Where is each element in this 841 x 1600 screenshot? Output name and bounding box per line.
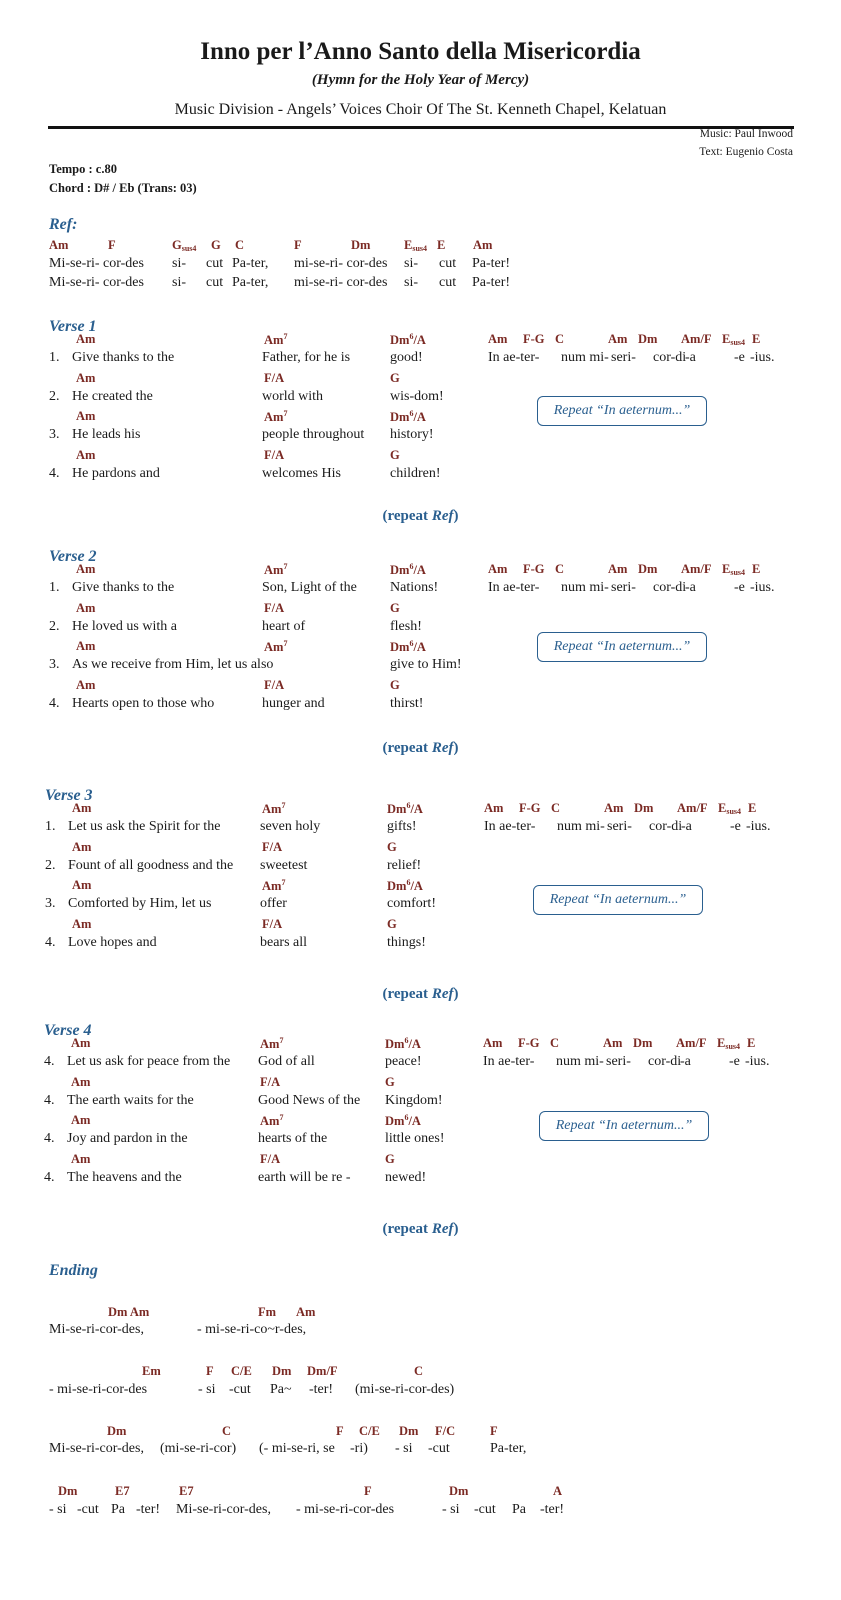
chord: Am bbox=[72, 839, 92, 854]
verse-line-number: 1. bbox=[49, 580, 60, 595]
chord: Dm bbox=[633, 1036, 653, 1050]
aeternum-lyric: num mi- bbox=[556, 1054, 604, 1069]
chord: Am bbox=[76, 677, 96, 692]
chord: F/A bbox=[264, 370, 285, 385]
verse-lyric: offer bbox=[260, 896, 287, 911]
aeternum-lyric: -a bbox=[685, 350, 696, 365]
chord: Am$^7$ bbox=[262, 878, 286, 893]
chord: Dm$^6$/A bbox=[385, 1036, 421, 1051]
verse-lyric: earth will be re - bbox=[258, 1169, 351, 1185]
header-rule bbox=[48, 126, 794, 129]
chord: Am$^7$ bbox=[262, 801, 286, 816]
aeternum-lyric: cor-di bbox=[653, 350, 687, 365]
chord: Am$^7$ bbox=[264, 562, 288, 577]
chord: Am bbox=[71, 1074, 91, 1089]
verse-lyric: The earth waits for the bbox=[67, 1092, 194, 1108]
chord: Am bbox=[71, 1036, 91, 1050]
chord: $E_{sus4}$ bbox=[722, 562, 746, 577]
chord: E bbox=[752, 332, 761, 346]
chord: $E_{sus4}$ bbox=[722, 332, 746, 347]
chord: F/A bbox=[262, 916, 283, 931]
chord: Am bbox=[76, 447, 96, 462]
aeternum-lyric: -e bbox=[734, 580, 745, 595]
chord: G bbox=[390, 600, 400, 615]
verse-line-number: 4. bbox=[44, 1131, 55, 1146]
chord: Am bbox=[76, 600, 96, 615]
chord: G bbox=[211, 238, 221, 252]
aeternum-lyric: cor-di bbox=[649, 819, 683, 834]
verse-lyric: relief! bbox=[387, 857, 422, 873]
verse-lyric: good! bbox=[390, 350, 423, 365]
chord: Am bbox=[72, 878, 92, 892]
chord: C bbox=[414, 1364, 424, 1378]
verse-1-heading: Verse 1 bbox=[49, 318, 97, 335]
chord: Am/F bbox=[677, 801, 708, 815]
tempo: Tempo : c.80 bbox=[49, 162, 117, 176]
verse-line-number: 4. bbox=[49, 465, 60, 481]
choir-division: Music Division - Angels’ Voices Choir Of The St. Kenneth Chapel, Kelatuan bbox=[174, 101, 667, 118]
chord: F-G bbox=[518, 1036, 540, 1050]
repeat-ref-label: (repeat Ref) bbox=[382, 508, 459, 524]
repeat-aeternum-box: Repeat “In aeternum...” bbox=[537, 396, 707, 426]
chord: Dm$^6$/A bbox=[385, 1113, 421, 1128]
verse-lyric: Love hopes and bbox=[68, 934, 157, 950]
verse-4-heading: Verse 4 bbox=[44, 1022, 92, 1039]
verse-lyric: Father, for he is bbox=[262, 350, 351, 365]
verse-line-number: 4. bbox=[49, 695, 60, 711]
verse-lyric: gifts! bbox=[387, 819, 417, 834]
aeternum-lyric: -e bbox=[734, 350, 745, 365]
aeternum-lyric: seri- bbox=[606, 1054, 631, 1069]
chord: Am bbox=[76, 639, 96, 653]
verse-line-number: 2. bbox=[49, 618, 60, 634]
chord: F bbox=[206, 1364, 214, 1378]
aeternum-lyric: In ae-ter- bbox=[483, 1054, 535, 1069]
verse-lyric: Let us ask for peace from the bbox=[67, 1054, 231, 1069]
chord: Am bbox=[484, 801, 504, 815]
song-subtitle: (Hymn for the Holy Year of Mercy) bbox=[311, 72, 530, 88]
verse-lyric: hearts of the bbox=[258, 1131, 328, 1146]
aeternum-lyric: -a bbox=[681, 819, 692, 834]
chord: $E_{sus4}$ bbox=[717, 1036, 741, 1051]
chord: Dm$^6$/A bbox=[387, 878, 423, 893]
verse-lyric: history! bbox=[390, 427, 434, 442]
verse-line-number: 4. bbox=[44, 1169, 55, 1185]
chord: Dm$^6$/A bbox=[390, 409, 426, 424]
verse-lyric: give to Him! bbox=[390, 657, 462, 672]
chord: G bbox=[387, 916, 397, 931]
chord: Dm Am bbox=[108, 1305, 150, 1319]
verse-lyric: Let us ask the Spirit for the bbox=[68, 819, 221, 834]
chord: G bbox=[387, 839, 397, 854]
verse-lyric: peace! bbox=[385, 1054, 422, 1069]
verse-lyric: things! bbox=[387, 934, 426, 950]
aeternum-lyric: cor-di bbox=[653, 580, 687, 595]
chord: Dm$^6$/A bbox=[390, 332, 426, 347]
chord: Am bbox=[76, 370, 96, 385]
chord: Am bbox=[488, 562, 508, 576]
repeat-ref-label: (repeat Ref) bbox=[382, 986, 459, 1002]
verse-lyric: Fount of all goodness and the bbox=[68, 857, 234, 873]
aeternum-lyric: -ius. bbox=[746, 819, 771, 834]
repeat-ref-label: (repeat Ref) bbox=[382, 740, 459, 756]
chord: C bbox=[235, 238, 245, 252]
chord: C bbox=[222, 1424, 232, 1438]
aeternum-lyric: In ae-ter- bbox=[484, 819, 536, 834]
chord: Dm bbox=[351, 238, 371, 252]
verse-lyric: children! bbox=[390, 465, 441, 481]
chord: F-G bbox=[519, 801, 541, 815]
verse-lyric: wis-dom! bbox=[390, 388, 444, 404]
chord: F/A bbox=[260, 1074, 281, 1089]
chord: Am bbox=[72, 801, 92, 815]
aeternum-lyric: seri- bbox=[607, 819, 632, 834]
chord: F-G bbox=[523, 562, 545, 576]
chord: G bbox=[385, 1151, 395, 1166]
chord: Fm bbox=[258, 1305, 277, 1319]
chord: Am bbox=[76, 409, 96, 423]
chord: Dm/F bbox=[307, 1364, 338, 1378]
aeternum-lyric: cor-di bbox=[648, 1054, 682, 1069]
verse-lyric: bears all bbox=[260, 934, 308, 950]
chord: Am bbox=[483, 1036, 503, 1050]
verse-lyric: Joy and pardon in the bbox=[67, 1131, 188, 1146]
chord: Am bbox=[473, 238, 493, 252]
verse-lyric: He loved us with a bbox=[72, 618, 177, 634]
aeternum-lyric: seri- bbox=[611, 580, 636, 595]
chord: E bbox=[748, 801, 757, 815]
aeternum-lyric: -e bbox=[730, 819, 741, 834]
chord: Am$^7$ bbox=[260, 1113, 284, 1128]
verse-lyric: Hearts open to those who bbox=[72, 695, 215, 711]
repeat-aeternum-box: Repeat “In aeternum...” bbox=[533, 885, 703, 915]
chord: F bbox=[294, 238, 302, 252]
verse-line-number: 2. bbox=[45, 857, 56, 873]
verse-lyric: God of all bbox=[258, 1054, 315, 1069]
chord: Am/F bbox=[681, 332, 712, 346]
chord: Am$^7$ bbox=[264, 332, 288, 347]
verse-lyric: Give thanks to the bbox=[72, 350, 175, 365]
repeat-ref-label: (repeat Ref) bbox=[382, 1221, 459, 1237]
aeternum-lyric: -e bbox=[729, 1054, 740, 1069]
repeat-aeternum-box: Repeat “In aeternum...” bbox=[539, 1111, 709, 1141]
chord: C bbox=[551, 801, 561, 815]
chord: E bbox=[747, 1036, 756, 1050]
verse-lyric: Good News of the bbox=[258, 1092, 361, 1108]
verse-lyric: Nations! bbox=[390, 580, 439, 595]
chord: E7 bbox=[115, 1484, 130, 1498]
chord: Dm bbox=[638, 562, 658, 576]
chord: Am/F bbox=[681, 562, 712, 576]
verse-2-heading: Verse 2 bbox=[49, 548, 97, 565]
chord: Am bbox=[604, 801, 624, 815]
chord: Am bbox=[488, 332, 508, 346]
verse-line-number: 1. bbox=[45, 819, 56, 834]
repeat-aeternum-box: Repeat “In aeternum...” bbox=[537, 632, 707, 662]
chord: F/A bbox=[260, 1151, 281, 1166]
verse-3-heading: Verse 3 bbox=[45, 787, 93, 804]
chord: Am$^7$ bbox=[264, 639, 288, 654]
verse-lyric: world with bbox=[262, 388, 324, 404]
aeternum-lyric: -a bbox=[680, 1054, 691, 1069]
aeternum-lyric: num mi- bbox=[561, 580, 609, 595]
verse-line-number: 4. bbox=[44, 1092, 55, 1108]
chord: Dm bbox=[58, 1484, 78, 1498]
chord: G bbox=[390, 370, 400, 385]
aeternum-lyric: In ae-ter- bbox=[488, 350, 540, 365]
verse-lyric: hunger and bbox=[262, 695, 325, 711]
chord: Dm bbox=[638, 332, 658, 346]
music-credit: Music: Paul Inwood bbox=[699, 128, 793, 140]
chord: G bbox=[390, 677, 400, 692]
chord: Am$^7$ bbox=[260, 1036, 284, 1051]
verse-line-number: 3. bbox=[49, 427, 60, 442]
chord: F/A bbox=[264, 600, 285, 615]
chord: $G_{sus4}$ bbox=[172, 238, 197, 253]
chord: Am bbox=[72, 916, 92, 931]
chord: E bbox=[437, 238, 446, 252]
verse-lyric: As we receive from Him, let us also bbox=[72, 657, 274, 672]
chord: E bbox=[752, 562, 761, 576]
verse-lyric: He pardons and bbox=[72, 465, 160, 481]
verse-lyric: welcomes His bbox=[262, 465, 341, 481]
chord: $E_{sus4}$ bbox=[718, 801, 742, 816]
chord: C bbox=[550, 1036, 560, 1050]
chord: Am bbox=[76, 562, 96, 576]
chord: Am bbox=[608, 332, 628, 346]
chord: Am/F bbox=[676, 1036, 707, 1050]
verse-lyric: sweetest bbox=[260, 857, 308, 873]
verse-lyric: people throughout bbox=[262, 427, 365, 442]
verse-lyric: Son, Light of the bbox=[262, 580, 357, 595]
chord: G bbox=[390, 447, 400, 462]
aeternum-lyric: In ae-ter- bbox=[488, 580, 540, 595]
verse-line-number: 3. bbox=[49, 657, 60, 672]
verse-line-number: 1. bbox=[49, 350, 60, 365]
chord: $E_{sus4}$ bbox=[404, 238, 428, 253]
chord: F bbox=[490, 1424, 498, 1438]
chord: Am bbox=[76, 332, 96, 346]
chord: F/C bbox=[435, 1424, 456, 1438]
chord: F/A bbox=[262, 839, 283, 854]
aeternum-lyric: -ius. bbox=[745, 1054, 770, 1069]
chord: F-G bbox=[523, 332, 545, 346]
ref-heading: Ref: bbox=[49, 216, 78, 233]
verse-line-number: 2. bbox=[49, 388, 60, 404]
chord: Am bbox=[296, 1305, 316, 1319]
chord: F/A bbox=[264, 677, 285, 692]
chord: C/E bbox=[359, 1424, 380, 1438]
aeternum-lyric: -ius. bbox=[750, 580, 775, 595]
verse-lyric: Comforted by Him, let us bbox=[68, 896, 212, 911]
chord: Am bbox=[603, 1036, 623, 1050]
verse-lyric: Give thanks to the bbox=[72, 580, 175, 595]
verse-lyric: newed! bbox=[385, 1169, 427, 1185]
chord: Dm bbox=[107, 1424, 127, 1438]
chord: Em bbox=[142, 1364, 161, 1378]
verse-lyric: heart of bbox=[262, 618, 306, 634]
chord: Am$^7$ bbox=[264, 409, 288, 424]
chord: F bbox=[336, 1424, 344, 1438]
aeternum-lyric: num mi- bbox=[561, 350, 609, 365]
text-credit: Text: Eugenio Costa bbox=[699, 146, 793, 158]
chord: Dm bbox=[634, 801, 654, 815]
chord: A bbox=[553, 1484, 563, 1498]
aeternum-lyric: seri- bbox=[611, 350, 636, 365]
aeternum-lyric: num mi- bbox=[557, 819, 605, 834]
verse-lyric: He created the bbox=[72, 388, 153, 404]
chord: C/E bbox=[231, 1364, 252, 1378]
aeternum-lyric: -a bbox=[685, 580, 696, 595]
chord: Am bbox=[71, 1151, 91, 1166]
verse-lyric: thirst! bbox=[390, 695, 424, 711]
chord: Am bbox=[71, 1113, 91, 1127]
chord: Dm$^6$/A bbox=[390, 562, 426, 577]
verse-lyric: Kingdom! bbox=[385, 1092, 443, 1108]
chord-key: Chord : D# / Eb (Trans: 03) bbox=[49, 181, 197, 195]
verse-lyric: little ones! bbox=[385, 1131, 445, 1146]
ending-heading: Ending bbox=[49, 1262, 98, 1279]
chord: Am bbox=[49, 238, 69, 252]
chord: F/A bbox=[264, 447, 285, 462]
chord: C bbox=[555, 562, 565, 576]
chord: Am bbox=[608, 562, 628, 576]
verse-lyric: He leads his bbox=[72, 427, 141, 442]
song-title: Inno per l’Anno Santo della Misericordia bbox=[200, 38, 641, 65]
chord: Dm bbox=[399, 1424, 419, 1438]
aeternum-lyric: -ius. bbox=[750, 350, 775, 365]
verse-lyric: seven holy bbox=[260, 819, 321, 834]
chord: Dm bbox=[272, 1364, 292, 1378]
chord: Dm$^6$/A bbox=[387, 801, 423, 816]
chord: E7 bbox=[179, 1484, 194, 1498]
verse-line-number: 4. bbox=[44, 1054, 55, 1069]
verse-line-number: 3. bbox=[45, 896, 56, 911]
verse-lyric: flesh! bbox=[390, 618, 422, 634]
chord: F bbox=[364, 1484, 372, 1498]
chord: F bbox=[108, 238, 116, 252]
chord: C bbox=[555, 332, 565, 346]
chord: G bbox=[385, 1074, 395, 1089]
verse-line-number: 4. bbox=[45, 934, 56, 950]
chord: Dm$^6$/A bbox=[390, 639, 426, 654]
chord: Dm bbox=[449, 1484, 469, 1498]
verse-lyric: comfort! bbox=[387, 896, 436, 911]
verse-lyric: The heavens and the bbox=[67, 1169, 182, 1185]
